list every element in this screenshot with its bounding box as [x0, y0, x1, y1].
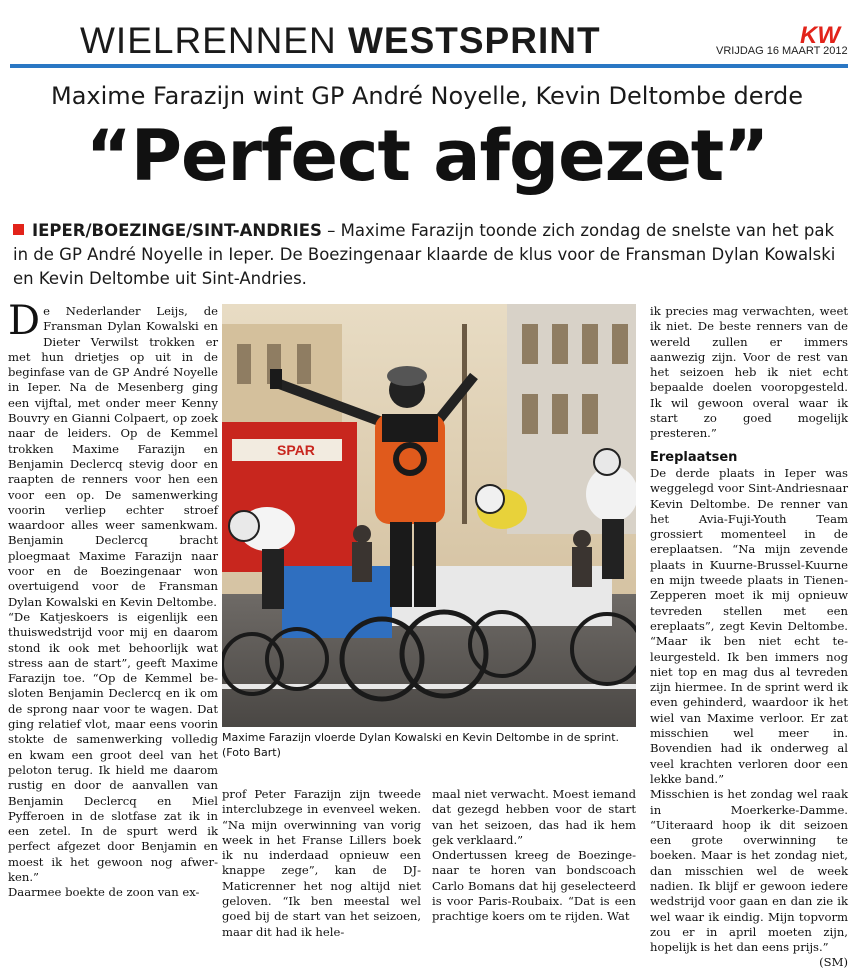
kw-logo: KW	[800, 22, 840, 49]
article-column-3	[222, 787, 421, 940]
article-subhead: Maxime Farazijn wint GP André Noyelle, Kevin Deltombe derde	[50, 82, 803, 110]
article-column-5	[650, 304, 848, 971]
author-signature: (SM)	[819, 955, 848, 970]
truck-label: SPAR	[277, 442, 315, 458]
article-column-1	[8, 298, 218, 901]
lead-dateline: IEPER/BOEZINGE/SINT-ANDRIES	[32, 221, 322, 240]
section-name-bold: WESTSPRINT	[347, 20, 601, 61]
red-square-bullet-icon	[13, 224, 24, 235]
issue-date: VRIJDAG 16 MAART 2012	[716, 45, 848, 57]
article-headline: “Perfect afgezet”	[85, 115, 769, 197]
drop-cap: D	[8, 298, 41, 344]
paragraph: ik precies mag verwachten, weet ik niet. De beste renners van de wereld zullen er immers aanwezig zijn. Voor de rest van het seizoen heb ik niet echt bepaalde doelen vooropgesteld. Ik wil gewoon overal waar ik start zo goed mogelijk presteren.”	[650, 304, 848, 441]
section-subtitle: Ereplaatsen	[650, 449, 738, 465]
article-column-4	[432, 787, 636, 925]
header-rule	[10, 64, 848, 68]
paragraph: De derde plaats in Ieper was weggelegd voor Sint-Andriesnaar Kevin Deltombe. De renner van het Avia-Fuji-Youth Team grossiert momenteel in de ereplaatsen. “Na mijn zevende plaats in Kuurne-Brussel-Kuurne en mijn tweede plaats in Tienen-Zepperen moet ik mij opnieuw tevreden stellen met een ereplaats”, zegt Kevin Deltombe. “Maar ik ben niet echt teleurgesteld. Ik ben immers nog niet top en mag dus al tevreden zijn hiermee. In de sprint werd ik even gehinderd, waardoor ik het wiel van Maxime verloor. Er zat misschien wel meer in. Bovendien had ik onderweg al veel krachten verloren door een lekke band.”	[650, 465, 848, 786]
section-header	[80, 20, 601, 62]
photo-caption: Maxime Farazijn vloerde Dylan Kowalski en Kevin Deltombe in de sprint. (Foto Bart)	[222, 731, 620, 759]
cycling-race-photo-icon	[222, 304, 636, 727]
article-lead	[13, 219, 843, 291]
paragraph: “De Katjeskoers is eigenlijk een thuiswedstrijd voor mij en daarom stond ik ook met behoorlijk wat stress aan de start”, geeft Maxime Farazijn toe. “Op de Kemmel besloten Benjamin Declercq en ik om de sprong naar voor te wagen. Dat ging relatief vlot, maar eens voorin stokte de samenwerking volledig en kwam een groot deel van het peloton terug. Ik hield me daarom rustig en door de aanvallen van Benjamin Declercq en Miel Pyfferoen in de slotfase zat ik in een zetel. In de spurt werd ik perfect afgezet door Benjamin en moest ik het gewoon nog afwerken.”	[8, 609, 218, 884]
paragraph: e Nederlander Leijs, de Fransman Dylan Kowalski en Dieter Verwilst trokken er met hun drietjes op uit in de beginfase van de GP André Noyelle in Ieper. Na de Mesenberg ging een vijftal, met onder meer Kenny Bouvry en Gianni Colpaert, op zoek naar de leiders. Op de Kemmel trokken Maxime Farazijn en Benjamin Declercq stevig door en raapten de renners voor hen een voor een op. De samenwerking voorin verliep echter stroef waardoor alles weer samenkwam. Benjamin Declercq bracht ploegmaat Maxime Farazijn naar voor en de Boezingenaar won overtuigend voor de Fransman Dylan Kowalski en Kevin Deltombe.	[8, 304, 218, 609]
paragraph: maal niet verwacht. Moest iemand dat gezegd hebben voor de start van het seizoen, das had ik hem gek verklaard.”	[432, 787, 636, 847]
lead-text: – Maxime Farazijn toonde zich zondag de snelste van het pak in de GP André Noyelle in Ieper. De Boezingenaar klaarde de klus voor de Fransman Dylan Kowalski en Kevin Deltombe uit Sint-Andries.	[13, 221, 836, 288]
paragraph: Daarmee boekte de zoon van ex-	[8, 885, 200, 900]
section-name: WIELRENNEN	[80, 20, 337, 61]
paragraph: prof Peter Farazijn zijn tweede interclubzege in evenveel weken. “Na mijn overwinning van vorig week in het Franse Lillers boek ik nu inderdaad opnieuw een knappe zege”, kan de DJ-Maticrenner het nog altijd niet geloven. “Ik ben meestal wel goed bij de start van het seizoen, maar dit had ik hele-	[222, 787, 421, 939]
race-photo	[222, 304, 636, 727]
paragraph: Misschien is het zondag wel raak in Moerkerke-Damme. “Uiteraard hoop ik dit seizoen een grote overwinning te boeken. Maar is het zondag niet, dan misschien wel de week nadien. Ik blijf er gewoon iedere wedstrijd voor gaan en dan zie ik wel waar ik eindig. Mijn topvorm zou er in april moeten zijn, hopelijk is het dan eens prijs.”	[650, 787, 848, 955]
paragraph: Ondertussen kreeg de Boezingenaar te horen van bondscoach Carlo Bomans dat hij geselecteerd is voor Paris-Roubaix. “Dat is een prachtige koers om te rijden. Wat	[432, 848, 636, 924]
